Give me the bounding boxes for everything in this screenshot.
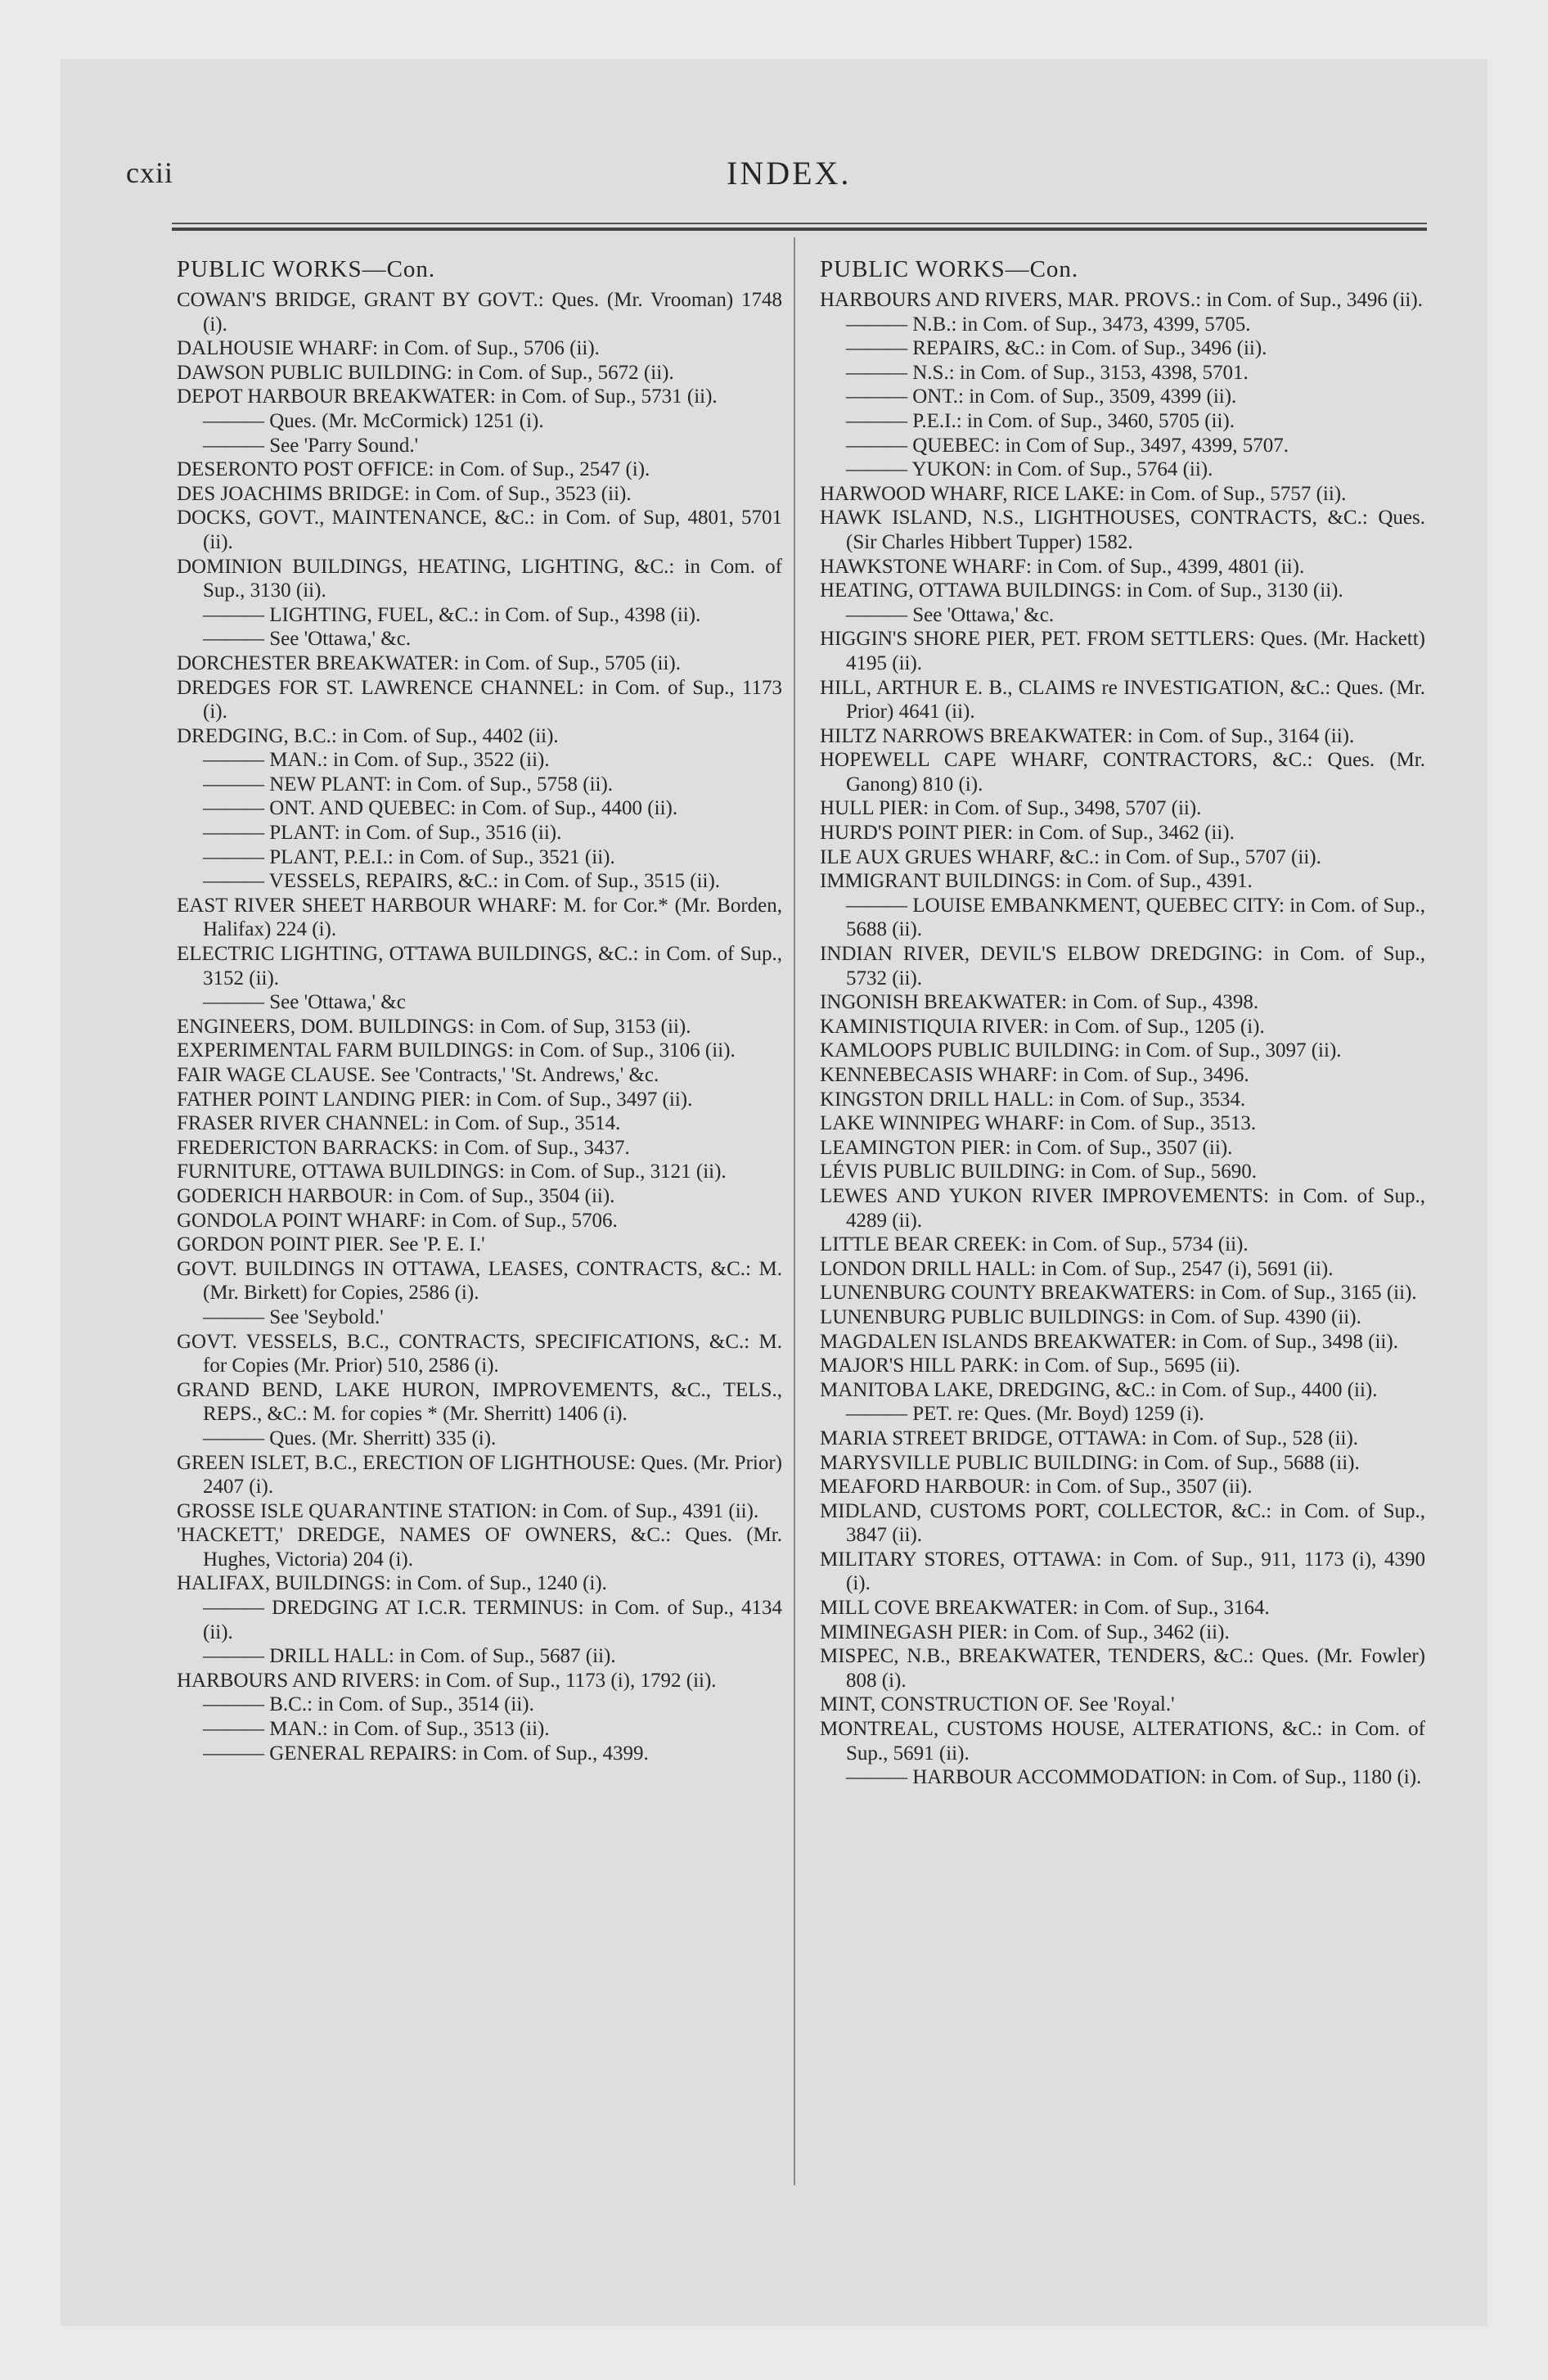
index-entry: ——— See 'Ottawa,' &c bbox=[203, 991, 406, 1014]
index-entry: ——— VESSELS, REPAIRS, &C.: in Com. of Sup., 3515 (ii). bbox=[203, 870, 721, 893]
index-entry: EAST RIVER SHEET HARBOUR WHARF: M. for Cor.* (Mr. Borden, Halifax) 224 (i). bbox=[177, 894, 782, 941]
index-entry: DOCKS, GOVT., MAINTENANCE, &C.: in Com. of Sup, 4801, 5701 (ii). bbox=[177, 507, 782, 553]
index-entry: ——— NEW PLANT: in Com. of Sup., 5758 (ii). bbox=[203, 773, 614, 796]
index-entry: ——— HARBOUR ACCOMMODATION: in Com. of Sup., 1180 (i). bbox=[846, 1766, 1422, 1789]
index-entry: MEAFORD HARBOUR: in Com. of Sup., 3507 (ii). bbox=[820, 1476, 1253, 1499]
index-entry: HULL PIER: in Com. of Sup., 3498, 5707 (ii). bbox=[820, 797, 1202, 820]
index-entry: GREEN ISLET, B.C., ERECTION OF LIGHTHOUSE: Ques. (Mr. Prior) 2407 (i). bbox=[177, 1451, 782, 1499]
index-entry: ——— YUKON: in Com. of Sup., 5764 (ii). bbox=[846, 458, 1213, 481]
left-index-entries bbox=[177, 288, 782, 1765]
index-entry: ——— P.E.I.: in Com. of Sup., 3460, 5705 (ii). bbox=[846, 409, 1235, 432]
index-entry: HEATING, OTTAWA BUILDINGS: in Com. of Sup., 3130 (ii). bbox=[820, 579, 1343, 602]
index-entry: ——— PLANT: in Com. of Sup., 3516 (ii). bbox=[203, 822, 562, 845]
index-entry: ——— LIGHTING, FUEL, &C.: in Com. of Sup., 4398 (ii). bbox=[203, 603, 701, 626]
index-entry: MARYSVILLE PUBLIC BUILDING: in Com. of Sup., 5688 (ii). bbox=[820, 1451, 1360, 1474]
index-entry: GROSSE ISLE QUARANTINE STATION: in Com. of Sup., 4391 (ii). bbox=[177, 1499, 759, 1522]
index-entry: ——— N.B.: in Com. of Sup., 3473, 4399, 5705. bbox=[846, 313, 1251, 336]
index-entry: INGONISH BREAKWATER: in Com. of Sup., 4398. bbox=[820, 991, 1259, 1014]
index-entry: LUNENBURG PUBLIC BUILDINGS: in Com. of Sup. 4390 (ii). bbox=[820, 1305, 1361, 1328]
index-entry: DESERONTO POST OFFICE: in Com. of Sup., 2547 (i). bbox=[177, 458, 650, 481]
index-entry: LUNENBURG COUNTY BREAKWATERS: in Com. of Sup., 3165 (ii). bbox=[820, 1282, 1417, 1305]
index-entry: MANITOBA LAKE, DREDGING, &C.: in Com. of Sup., 4400 (ii). bbox=[820, 1378, 1378, 1401]
index-entry: ——— REPAIRS, &C.: in Com. of Sup., 3496 (ii). bbox=[846, 337, 1267, 360]
index-entry: DES JOACHIMS BRIDGE: in Com. of Sup., 3523 (ii). bbox=[177, 482, 632, 505]
index-entry: LITTLE BEAR CREEK: in Com. of Sup., 5734 (ii). bbox=[820, 1233, 1249, 1256]
index-entry: KAMINISTIQUIA RIVER: in Com. of Sup., 1205 (i). bbox=[820, 1015, 1265, 1038]
index-entry: KENNEBECASIS WHARF: in Com. of Sup., 3496. bbox=[820, 1064, 1249, 1086]
index-entry: LEWES AND YUKON RIVER IMPROVEMENTS: in Com. of Sup., 4289 (ii). bbox=[820, 1184, 1425, 1232]
index-entry: MONTREAL, CUSTOMS HOUSE, ALTERATIONS, &C.: in Com. of Sup., 5691 (ii). bbox=[820, 1718, 1425, 1765]
index-entry: GODERICH HARBOUR: in Com. of Sup., 3504 (ii). bbox=[177, 1184, 615, 1207]
index-entry: DEPOT HARBOUR BREAKWATER: in Com. of Sup., 5731 (ii). bbox=[177, 385, 718, 408]
index-entry: FURNITURE, OTTAWA BUILDINGS: in Com. of Sup., 3121 (ii). bbox=[177, 1161, 727, 1183]
index-entry: EXPERIMENTAL FARM BUILDINGS: in Com. of Sup., 3106 (ii). bbox=[177, 1039, 736, 1062]
index-entry: LONDON DRILL HALL: in Com. of Sup., 2547 (i), 5691 (ii). bbox=[820, 1257, 1334, 1280]
index-entry: ——— PLANT, P.E.I.: in Com. of Sup., 3521 (ii). bbox=[203, 845, 615, 868]
index-entry: FATHER POINT LANDING PIER: in Com. of Sup., 3497 (ii). bbox=[177, 1088, 693, 1111]
index-entry: ——— QUEBEC: in Com of Sup., 3497, 4399, 5707. bbox=[846, 434, 1289, 457]
index-entry: MARIA STREET BRIDGE, OTTAWA: in Com. of Sup., 528 (ii). bbox=[820, 1427, 1359, 1449]
index-entry: HARWOOD WHARF, RICE LAKE: in Com. of Sup., 5757 (ii). bbox=[820, 482, 1347, 505]
index-entry: DREDGES FOR ST. LAWRENCE CHANNEL: in Com. of Sup., 1173 (i). bbox=[177, 676, 782, 723]
index-entry: ——— See 'Ottawa,' &c. bbox=[846, 603, 1055, 626]
index-entry: HIGGIN'S SHORE PIER, PET. FROM SETTLERS: Ques. (Mr. Hackett) 4195 (ii). bbox=[820, 628, 1425, 674]
index-entry: GONDOLA POINT WHARF: in Com. of Sup., 5706. bbox=[177, 1209, 618, 1232]
index-entry: LEAMINGTON PIER: in Com. of Sup., 3507 (ii). bbox=[820, 1136, 1233, 1159]
index-entry: DORCHESTER BREAKWATER: in Com. of Sup., 5705 (ii). bbox=[177, 651, 681, 674]
index-entry: INDIAN RIVER, DEVIL'S ELBOW DREDGING: in Com. of Sup., 5732 (ii). bbox=[820, 943, 1425, 989]
index-entry: ILE AUX GRUES WHARF, &C.: in Com. of Sup., 5707 (ii). bbox=[820, 845, 1321, 868]
page-title: INDEX. bbox=[727, 155, 852, 192]
index-entry: ENGINEERS, DOM. BUILDINGS: in Com. of Sup, 3153 (ii). bbox=[177, 1015, 691, 1038]
index-entry: FREDERICTON BARRACKS: in Com. of Sup., 3437. bbox=[177, 1136, 630, 1159]
left-column bbox=[177, 254, 782, 1765]
index-entry: COWAN'S BRIDGE, GRANT BY GOVT.: Ques. (Mr. Vrooman) 1748 (i). bbox=[177, 289, 782, 336]
index-entry: DOMINION BUILDINGS, HEATING, LIGHTING, &C.: in Com. of Sup., 3130 (ii). bbox=[177, 555, 782, 602]
index-entry: GRAND BEND, LAKE HURON, IMPROVEMENTS, &C., TELS., REPS., &C.: M. for copies * (Mr. Sherritt) 1406 (i). bbox=[177, 1378, 782, 1426]
index-entry: ——— GENERAL REPAIRS: in Com. of Sup., 4399. bbox=[203, 1742, 649, 1765]
index-entry: ——— ONT. AND QUEBEC: in Com. of Sup., 4400 (ii). bbox=[203, 797, 678, 820]
index-entry: HOPEWELL CAPE WHARF, CONTRACTORS, &C.: Ques. (Mr. Ganong) 810 (i). bbox=[820, 749, 1425, 796]
index-entry: HURD'S POINT PIER: in Com. of Sup., 3462 (ii). bbox=[820, 822, 1235, 845]
index-entry: MISPEC, N.B., BREAKWATER, TENDERS, &C.: Ques. (Mr. Fowler) 808 (i). bbox=[820, 1645, 1425, 1692]
index-entry: ——— DRILL HALL: in Com. of Sup., 5687 (ii). bbox=[203, 1645, 616, 1668]
header-rule-thick bbox=[172, 228, 1427, 231]
index-entry: GOVT. VESSELS, B.C., CONTRACTS, SPECIFICATIONS, &C.: M. for Copies (Mr. Prior) 510, 2586 (i). bbox=[177, 1330, 782, 1377]
index-entry: HARBOURS AND RIVERS: in Com. of Sup., 1173 (i), 1792 (ii). bbox=[177, 1669, 717, 1692]
index-entry: MINT, CONSTRUCTION OF. See 'Royal.' bbox=[820, 1693, 1175, 1716]
left-column-heading: PUBLIC WORKS—Con. bbox=[177, 256, 436, 282]
index-entry: 'HACKETT,' DREDGE, NAMES OF OWNERS, &C.: Ques. (Mr. Hughes, Victoria) 204 (i). bbox=[177, 1524, 782, 1571]
index-entry: MILITARY STORES, OTTAWA: in Com. of Sup., 911, 1173 (i), 4390 (i). bbox=[820, 1548, 1425, 1595]
column-divider bbox=[794, 237, 795, 2185]
index-entry: MIDLAND, CUSTOMS PORT, COLLECTOR, &C.: in Com. of Sup., 3847 (ii). bbox=[820, 1499, 1425, 1547]
index-entry: HALIFAX, BUILDINGS: in Com. of Sup., 1240 (i). bbox=[177, 1572, 607, 1595]
index-entry: LAKE WINNIPEG WHARF: in Com. of Sup., 3513. bbox=[820, 1112, 1257, 1135]
index-entry: MILL COVE BREAKWATER: in Com. of Sup., 3164. bbox=[820, 1597, 1270, 1620]
index-entry: ——— ONT.: in Com. of Sup., 3509, 4399 (ii). bbox=[846, 385, 1237, 408]
index-entry: GOVT. BUILDINGS IN OTTAWA, LEASES, CONTRACTS, &C.: M. (Mr. Birkett) for Copies, 2586 (i). bbox=[177, 1257, 782, 1305]
index-entry: KAMLOOPS PUBLIC BUILDING: in Com. of Sup., 3097 (ii). bbox=[820, 1039, 1342, 1062]
index-entry: HILL, ARTHUR E. B., CLAIMS re INVESTIGATION, &C.: Ques. (Mr. Prior) 4641 (ii). bbox=[820, 676, 1425, 723]
index-entry: ——— LOUISE EMBANKMENT, QUEBEC CITY: in Com. of Sup., 5688 (ii). bbox=[846, 894, 1425, 941]
index-entry: DREDGING, B.C.: in Com. of Sup., 4402 (ii). bbox=[177, 724, 559, 747]
index-entry: LÉVIS PUBLIC BUILDING: in Com. of Sup., 5690. bbox=[820, 1161, 1258, 1183]
right-column bbox=[820, 254, 1425, 1790]
index-entry: MAGDALEN ISLANDS BREAKWATER: in Com. of Sup., 3498 (ii). bbox=[820, 1330, 1398, 1353]
index-entry: FRASER RIVER CHANNEL: in Com. of Sup., 3514. bbox=[177, 1112, 621, 1135]
index-entry: MIMINEGASH PIER: in Com. of Sup., 3462 (ii). bbox=[820, 1620, 1230, 1643]
index-entry: HAWK ISLAND, N.S., LIGHTHOUSES, CONTRACTS, &C.: Ques. (Sir Charles Hibbert Tupper) 1582. bbox=[820, 507, 1425, 553]
index-entry: GORDON POINT PIER. See 'P. E. I.' bbox=[177, 1233, 485, 1256]
index-entry: HILTZ NARROWS BREAKWATER: in Com. of Sup., 3164 (ii). bbox=[820, 724, 1355, 747]
index-entry: ——— B.C.: in Com. of Sup., 3514 (ii). bbox=[203, 1693, 534, 1716]
index-entry: ——— Ques. (Mr. Sherritt) 335 (i). bbox=[203, 1427, 497, 1449]
index-entry: ——— N.S.: in Com. of Sup., 3153, 4398, 5701. bbox=[846, 361, 1249, 384]
page-number: cxii bbox=[126, 156, 173, 189]
header-rule-thin bbox=[172, 223, 1427, 224]
index-entry: FAIR WAGE CLAUSE. See 'Contracts,' 'St. Andrews,' &c. bbox=[177, 1064, 659, 1086]
index-entry: ——— See 'Ottawa,' &c. bbox=[203, 628, 412, 651]
index-entry: ——— DREDGING AT I.C.R. TERMINUS: in Com. of Sup., 4134 (ii). bbox=[203, 1597, 782, 1643]
index-entry: HAWKSTONE WHARF: in Com. of Sup., 4399, 4801 (ii). bbox=[820, 555, 1305, 578]
index-entry: DAWSON PUBLIC BUILDING: in Com. of Sup., 5672 (ii). bbox=[177, 361, 674, 384]
right-column-heading: PUBLIC WORKS—Con. bbox=[820, 256, 1079, 282]
right-index-entries bbox=[820, 288, 1425, 1790]
index-entry: MAJOR'S HILL PARK: in Com. of Sup., 5695 (ii). bbox=[820, 1355, 1240, 1377]
index-entry: DALHOUSIE WHARF: in Com. of Sup., 5706 (ii). bbox=[177, 337, 600, 360]
index-entry: ——— See 'Seybold.' bbox=[203, 1305, 384, 1328]
index-entry: ——— Ques. (Mr. McCormick) 1251 (i). bbox=[203, 409, 544, 432]
index-entry: HARBOURS AND RIVERS, MAR. PROVS.: in Com. of Sup., 3496 (ii). bbox=[820, 289, 1423, 311]
index-entry: ——— MAN.: in Com. of Sup., 3522 (ii). bbox=[203, 749, 550, 772]
index-entry: ——— PET. re: Ques. (Mr. Boyd) 1259 (i). bbox=[846, 1403, 1204, 1426]
index-entry: KINGSTON DRILL HALL: in Com. of Sup., 3534. bbox=[820, 1088, 1246, 1111]
index-entry: ELECTRIC LIGHTING, OTTAWA BUILDINGS, &C.: in Com. of Sup., 3152 (ii). bbox=[177, 943, 782, 989]
index-entry: ——— See 'Parry Sound.' bbox=[203, 434, 419, 457]
index-entry: IMMIGRANT BUILDINGS: in Com. of Sup., 4391. bbox=[820, 870, 1253, 893]
index-entry: ——— MAN.: in Com. of Sup., 3513 (ii). bbox=[203, 1718, 550, 1741]
